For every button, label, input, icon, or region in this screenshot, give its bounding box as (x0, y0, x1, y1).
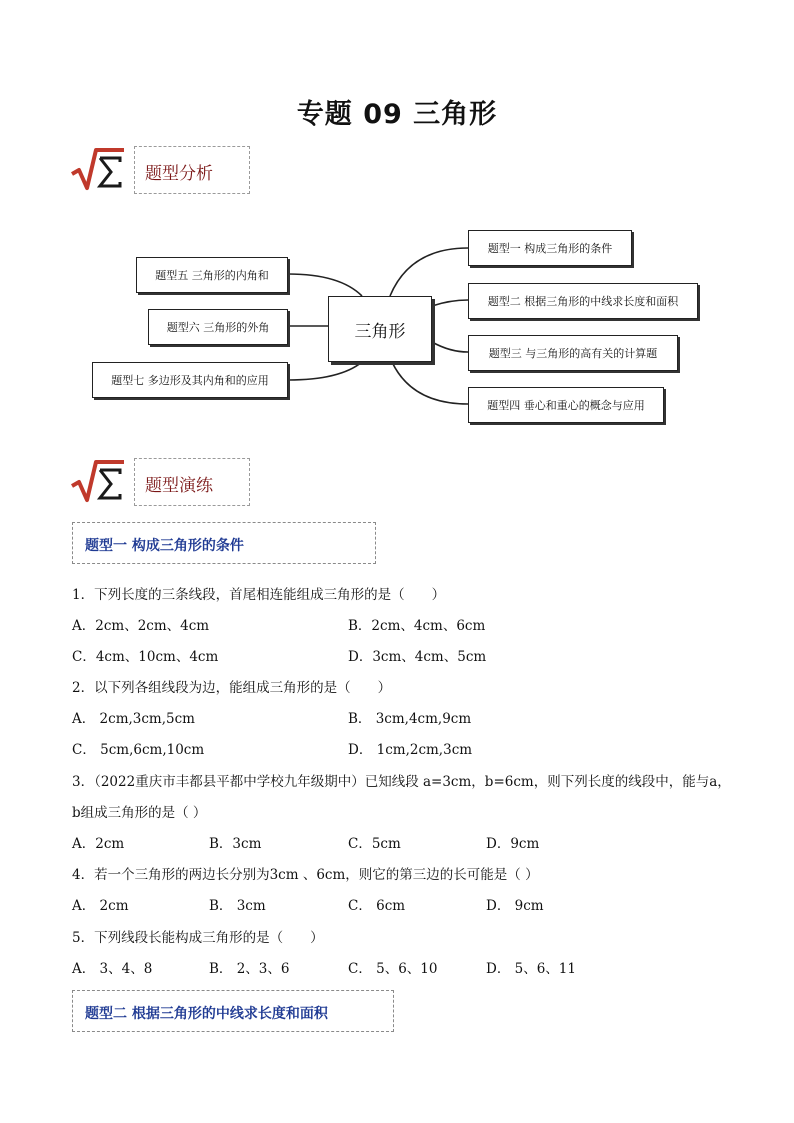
section-practice-title: 题型演练 (145, 476, 213, 496)
mindmap-node-topic6: 题型六 三角形的外角 (148, 309, 288, 345)
mindmap-node-topic3: 题型三 与三角形的高有关的计算题 (468, 335, 678, 371)
mindmap-center: 三角形 (328, 296, 432, 362)
question-3-option-d: D．9cm (486, 836, 540, 852)
topic-heading-1: 题型一 构成三角形的条件 (72, 522, 376, 564)
question-5-option-a: A． 3、4、8 (72, 961, 153, 977)
topic-heading-2: 题型二 根据三角形的中线求长度和面积 (72, 990, 394, 1032)
question-2-option-d: D． 1cm,2cm,3cm (348, 742, 473, 758)
mindmap-node-topic1: 题型一 构成三角形的条件 (468, 230, 632, 266)
question-3-stem-line1: 3．（2022重庆市丰都县平都中学校九年级期中）已知线段 a=3cm，b=6cm，则下列长度的线段中，能与a， (72, 774, 731, 790)
mindmap-node-topic4: 题型四 垂心和重心的概念与应用 (468, 387, 664, 423)
question-4-option-c: C． 6cm (348, 898, 406, 914)
mindmap-node-topic5: 题型五 三角形的内角和 (136, 257, 288, 293)
question-2-option-b: B． 3cm,4cm,9cm (348, 711, 472, 727)
question-2-option-a: A． 2cm,3cm,5cm (72, 711, 195, 727)
sqrt-sigma-icon (70, 458, 126, 506)
question-4-stem: 4．若一个三角形的两边长分别为3cm 、6cm，则它的第三边的长可能是（ ） (72, 867, 539, 883)
question-4-option-a: A． 2cm (72, 898, 129, 914)
question-5-stem: 5．下列线段长能构成三角形的是（ ） (72, 930, 324, 946)
mindmap-node-topic7: 题型七 多边形及其内角和的应用 (92, 362, 288, 398)
question-4-option-b: B． 3cm (209, 898, 266, 914)
question-3-option-b: B．3cm (209, 836, 262, 852)
question-3-stem-line2: b组成三角形的是（ ） (72, 805, 207, 821)
section-analysis-title: 题型分析 (145, 164, 213, 184)
question-5-option-d: D． 5、6、11 (486, 961, 576, 977)
mindmap-node-topic2: 题型二 根据三角形的中线求长度和面积 (468, 283, 698, 319)
question-2-stem: 2．以下列各组线段为边，能组成三角形的是（ ） (72, 680, 392, 696)
question-3-option-c: C．5cm (348, 836, 401, 852)
question-1-option-b: B．2cm、4cm、6cm (348, 618, 486, 634)
question-1-option-a: A．2cm、2cm、4cm (72, 618, 210, 634)
question-2-option-c: C． 5cm,6cm,10cm (72, 742, 205, 758)
section-practice-box (134, 458, 250, 506)
page-title: 专题 09 三角形 (296, 99, 498, 130)
question-3-option-a: A．2cm (72, 836, 125, 852)
question-1-stem: 1．下列长度的三条线段，首尾相连能组成三角形的是（ ） (72, 587, 446, 603)
question-1-option-d: D．3cm、4cm、5cm (348, 649, 487, 665)
question-1-option-c: C．4cm、10cm、4cm (72, 649, 219, 665)
question-5-option-c: C． 5、6、10 (348, 961, 438, 977)
question-5-option-b: B． 2、3、6 (209, 961, 290, 977)
question-4-option-d: D． 9cm (486, 898, 544, 914)
